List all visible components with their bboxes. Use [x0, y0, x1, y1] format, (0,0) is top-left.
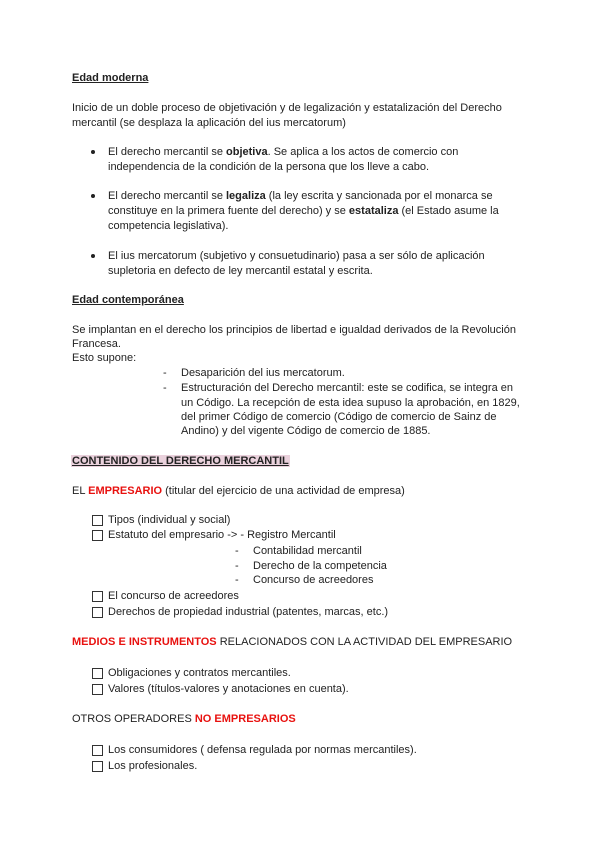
estatuto-sub-contabilidad: Contabilidad mercantil — [253, 545, 362, 557]
moderna-intro-line2: mercantil (se desplaza la aplicación del ius mercatorum) — [72, 117, 346, 129]
heading-edad-contemporanea: Edad contemporánea — [72, 294, 184, 306]
contemporanea-intro-line1: Se implantan en el derecho los principios de libertad e igualdad derivados de la Revolución — [72, 324, 516, 336]
bullet-ius-line2: supletoria en defecto de ley mercantil estatal y escrita. — [108, 265, 373, 277]
bullet-dot — [91, 150, 95, 154]
estatuto-sub-competencia: Derecho de la competencia — [253, 560, 387, 572]
bullet-ius-line1: El ius mercatorum (subjetivo y consuetudinario) pasa a ser sólo de aplicación — [108, 250, 485, 262]
checkbox-consumidores[interactable] — [92, 745, 103, 756]
bullet-objetiva-line1: El derecho mercantil se objetiva. Se aplica a los actos de comercio con — [108, 146, 459, 158]
dash-marker: - — [235, 574, 239, 586]
estatuto-sub-concurso: Concurso de acreedores — [253, 574, 374, 586]
esto-supone: Esto supone: — [72, 352, 137, 364]
medios-heading: MEDIOS E INSTRUMENTOS RELACIONADOS CON LA ACTIVIDAD DEL EMPRESARIO — [72, 636, 513, 648]
checkbox-obligaciones[interactable] — [92, 668, 103, 679]
otros-heading: OTROS OPERADORES NO EMPRESARIOS — [72, 713, 296, 725]
item-concurso: El concurso de acreedores — [108, 590, 239, 602]
dash-marker: - — [235, 560, 239, 572]
heading-edad-moderna: Edad moderna — [72, 72, 149, 84]
empresario-heading: EL EMPRESARIO (titular del ejercicio de una actividad de empresa) — [72, 485, 405, 497]
dash-marker: - — [163, 382, 167, 394]
checkbox-propiedad[interactable] — [92, 607, 103, 618]
dash-item-desaparicion: Desaparición del ius mercatorum. — [181, 367, 345, 379]
item-valores: Valores (títulos-valores y anotaciones en cuenta). — [108, 683, 349, 695]
dash-item-estructuracion-line2: un Código. La recepción de esta idea supuso la aprobación, en 1829, — [181, 397, 520, 409]
dash-marker: - — [163, 367, 167, 379]
item-profesionales: Los profesionales. — [108, 760, 198, 772]
moderna-intro-line1: Inicio de un doble proceso de objetivación y de legalización y estatalización del Derecho — [72, 102, 502, 114]
item-obligaciones: Obligaciones y contratos mercantiles. — [108, 667, 291, 679]
bullet-legaliza-line3: competencia legislativa). — [108, 220, 229, 232]
heading-contenido: CONTENIDO DEL DERECHO MERCANTIL — [72, 455, 289, 467]
bullet-legaliza-line2: constituye en la primera fuente del derecho) y se estataliza (el Estado asume la — [108, 205, 499, 217]
checkbox-tipos[interactable] — [92, 515, 103, 526]
dash-item-estructuracion-line3: del primer Código de comercio (Código de comercio de Sainz de — [181, 411, 497, 423]
contemporanea-intro-line2: Francesa. — [72, 338, 121, 350]
bullet-objetiva-line2: independencia de la condición de la persona que los lleve a cabo. — [108, 161, 430, 173]
dash-item-estructuracion-line1: Estructuración del Derecho mercantil: este se codifica, se integra en — [181, 382, 513, 394]
item-consumidores: Los consumidores ( defensa regulada por normas mercantiles). — [108, 744, 417, 756]
item-estatuto: Estatuto del empresario -> - Registro Mercantil — [108, 529, 336, 541]
dash-marker: - — [235, 545, 239, 557]
bullet-dot — [91, 254, 95, 258]
item-tipos: Tipos (individual y social) — [108, 514, 231, 526]
checkbox-concurso[interactable] — [92, 591, 103, 602]
checkbox-estatuto[interactable] — [92, 530, 103, 541]
checkbox-profesionales[interactable] — [92, 761, 103, 772]
checkbox-valores[interactable] — [92, 684, 103, 695]
dash-item-estructuracion-line4: Andino) y del vigente Código de comercio de 1885. — [181, 425, 431, 437]
bullet-dot — [91, 194, 95, 198]
item-propiedad: Derechos de propiedad industrial (patentes, marcas, etc.) — [108, 606, 389, 618]
bullet-legaliza-line1: El derecho mercantil se legaliza (la ley escrita y sancionada por el monarca se — [108, 190, 493, 202]
